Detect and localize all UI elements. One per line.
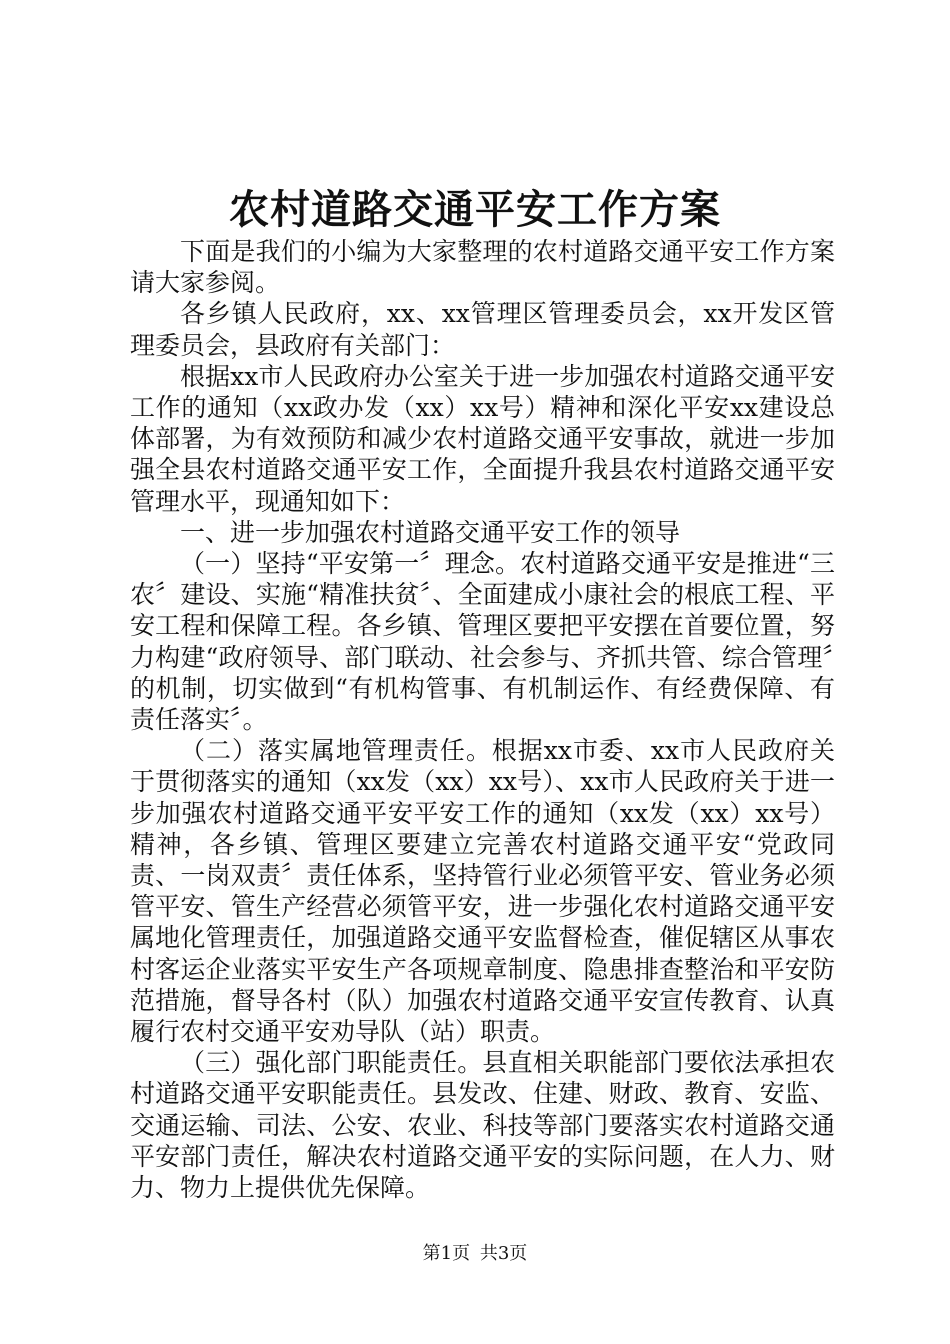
paragraph-basis: 根据xx市人民政府办公室关于进一步加强农村道路交通平安工作的通知（xx政办发（xx）xx号）精神和深化平安xx建设总体部署，为有效预防和减少农村道路交通平安事故，就进一步加强全县农村道路交通平安工作，全面提升我县农村道路交通平安管理水平，现通知如下： — [130, 361, 835, 516]
paragraph-item-1: （一）坚持“平安第一〞理念。农村道路交通平安是推进“三农〞建设、实施“精准扶贫〞、全面建成小康社会的根底工程、平安工程和保障工程。各乡镇、管理区要把平安摆在首要位置，努力构建“政府领导、部门联动、社会参与、齐抓共管、综合管理〞的机制，切实做到“有机构管事、有机制运作、有经费保障、有责任落实〞。 — [130, 549, 835, 735]
document-title: 农村道路交通平安工作方案 — [229, 186, 721, 233]
document-body — [130, 236, 835, 1203]
page-total: 共3页 — [479, 1243, 528, 1264]
page-footer — [0, 1242, 950, 1266]
section-heading-1: 一、进一步加强农村道路交通平安工作的领导 — [180, 517, 681, 547]
paragraph-intro: 下面是我们的小编为大家整理的农村道路交通平安工作方案请大家参阅。 — [130, 237, 835, 298]
paragraph-addressees: 各乡镇人民政府，xx、xx管理区管理委员会，xx开发区管理委员会，县政府有关部门： — [130, 299, 835, 360]
page-number: 第1页 — [422, 1243, 471, 1264]
paragraph-item-2: （二）落实属地管理责任。根据xx市委、xx市人民政府关于贯彻落实的通知（xx发（xx）xx号）、xx市人民政府关于进一步加强农村道路交通平安平安工作的通知（xx发（xx）xx号）精神，各乡镇、管理区要建立完善农村道路交通平安“党政同责、一岗双责〞责任体系，坚持管行业必须管平安、管业务必须管平安、管生产经营必须管平安，进一步强化农村道路交通平安属地化管理责任，加强道路交通平安监督检查，催促辖区从事农村客运企业落实平安生产各项规章制度、隐患排查整治和平安防范措施，督导各村（队）加强农村道路交通平安宣传教育、认真履行农村交通平安劝导队（站）职责。 — [130, 736, 835, 1047]
paragraph-item-3: （三）强化部门职能责任。县直相关职能部门要依法承担农村道路交通平安职能责任。县发改、住建、财政、教育、安监、交通运输、司法、公安、农业、科技等部门要落实农村道路交通平安部门责任，解决农村道路交通平安的实际问题，在人力、财力、物力上提供优先保障。 — [130, 1048, 835, 1203]
